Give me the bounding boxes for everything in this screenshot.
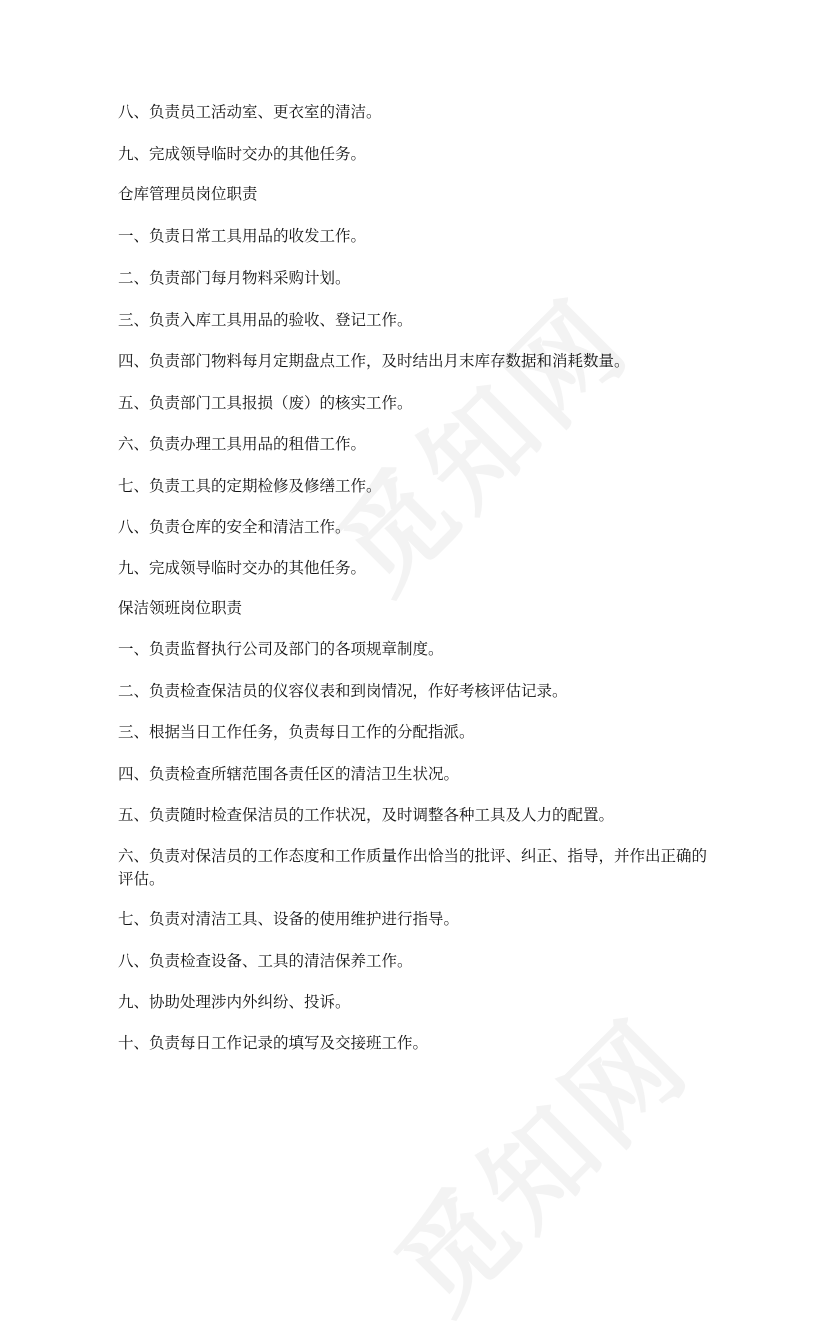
duty-item: 八、负责员工活动室、更衣室的清洁。 [118, 103, 382, 121]
duty-item: 二、负责检查保洁员的仪容仪表和到岗情况，作好考核评估记录。 [118, 682, 568, 700]
duty-item: 三、根据当日工作任务，负责每日工作的分配指派。 [118, 723, 475, 741]
duty-item: 十、负责每日工作记录的填写及交接班工作。 [118, 1034, 429, 1052]
duty-item: 二、负责部门每月物料采购计划。 [118, 269, 351, 287]
duty-item: 一、负责监督执行公司及部门的各项规章制度。 [118, 640, 444, 658]
duty-item: 一、负责日常工具用品的收发工作。 [118, 227, 367, 245]
duty-item: 五、负责部门工具报损（废）的核实工作。 [118, 394, 413, 412]
duty-item: 九、完成领导临时交办的其他任务。 [118, 559, 367, 577]
duty-item: 六、负责办理工具用品的租借工作。 [118, 435, 367, 453]
duty-item: 四、负责部门物料每月定期盘点工作，及时结出月末库存数据和消耗数量。 [118, 352, 630, 370]
section-heading: 保洁领班岗位职责 [118, 599, 243, 617]
duty-item: 八、负责检查设备、工具的清洁保养工作。 [118, 952, 413, 970]
duty-item: 四、负责检查所辖范围各责任区的清洁卫生状况。 [118, 765, 460, 783]
duty-item: 九、完成领导临时交办的其他任务。 [118, 145, 367, 163]
duty-item: 九、协助处理涉内外纠纷、投诉。 [118, 993, 351, 1011]
duty-item: 五、负责随时检查保洁员的工作状况，及时调整各种工具及人力的配置。 [118, 806, 615, 824]
duty-item: 八、负责仓库的安全和清洁工作。 [118, 518, 351, 536]
duty-item: 七、负责工具的定期检修及修缮工作。 [118, 477, 382, 495]
duty-item: 七、负责对清洁工具、设备的使用维护进行指导。 [118, 910, 460, 928]
section-heading: 仓库管理员岗位职责 [118, 185, 258, 203]
duty-item: 六、负责对保洁员的工作态度和工作质量作出恰当的批评、纠正、指导，并作出正确的评估。 [118, 847, 708, 888]
duty-item: 三、负责入库工具用品的验收、登记工作。 [118, 311, 413, 329]
